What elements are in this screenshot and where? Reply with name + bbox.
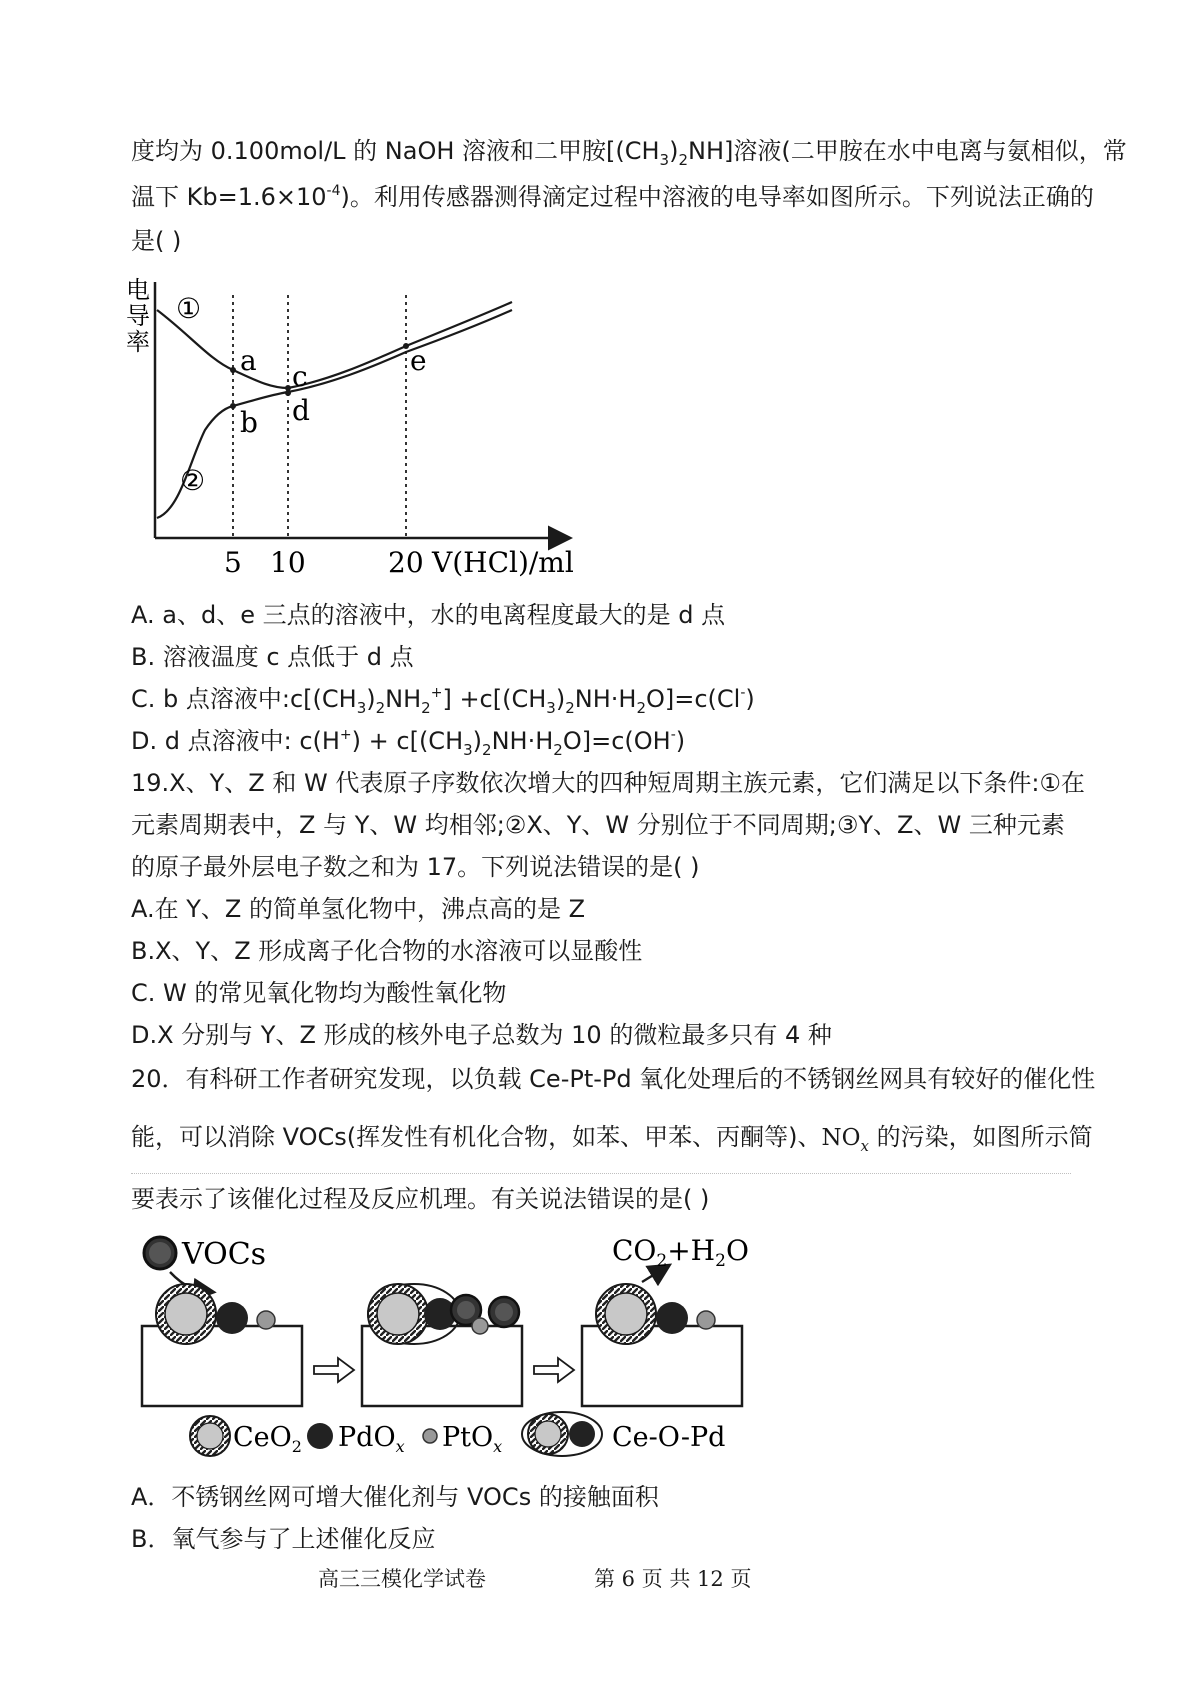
tick-5: 5 xyxy=(224,546,242,579)
q20-stem-line-1: 20．有科研工作者研究发现，以负载 Ce-Pt-Pd 氧化处理后的不锈钢丝网具有较好的催化性 xyxy=(131,1065,1096,1093)
q19-stem-line-1: 19.X、Y、Z 和 W 代表原子序数依次增大的四种短周期主族元素，它们满足以下条件:①在 xyxy=(131,769,1085,797)
q18-option-a: A. a、d、e 三点的溶液中，水的电离程度最大的是 d 点 xyxy=(131,601,726,629)
q18-stem-line-2: 温下 $Kb=1.6\times 10^{-4}$)。利用传感器测得滴定过程中溶液的电导率如图所示。下列说法正确的 xyxy=(131,183,1094,211)
legend-ceo2-label: CeO$_2$ xyxy=(233,1422,302,1456)
curve-2 xyxy=(157,310,512,518)
curve-2-label: ② xyxy=(180,464,206,497)
vocs-label: VOCs xyxy=(182,1237,267,1272)
q18-option-b: B. 溶液温度 c 点低于 d 点 xyxy=(131,643,414,671)
curve-1-label: ① xyxy=(176,292,202,325)
pdox-particle-icon xyxy=(216,1302,248,1334)
q19-option-c: C. W 的常见氧化物均为酸性氧化物 xyxy=(131,979,507,1007)
legend-ce-o-pd-label: Ce-O-Pd xyxy=(612,1422,726,1453)
y-label-2: 导 xyxy=(126,302,150,330)
products-label: $CO_2+H_2O$ xyxy=(612,1234,749,1271)
y-label-1: 电 xyxy=(126,276,150,304)
ptox-particle-icon xyxy=(257,1311,275,1329)
point-a-label: a xyxy=(240,344,257,377)
point-a xyxy=(230,367,236,373)
point-d xyxy=(285,390,291,396)
point-b xyxy=(230,403,236,409)
q18-stem-line-1: 度均为 0.100mol/L 的 NaOH 溶液和二甲胺$[(CH_3)_2NH]$溶液(二甲胺在水中电离与氨相似，常 xyxy=(131,137,1127,169)
legend-pdox-icon xyxy=(307,1423,333,1449)
panel-3-substrate xyxy=(582,1326,742,1406)
q19-option-a: A.在 Y、Z 的简单氢化物中，沸点高的是 Z xyxy=(131,895,586,923)
q19-option-d: D.X 分别与 Y、Z 形成的核外电子总数为 10 的微粒最多只有 4 种 xyxy=(131,1021,832,1049)
catalysis-diagram xyxy=(140,1228,820,1464)
x-axis-label: V(HCl)/ml xyxy=(432,546,574,579)
legend-ptox-label: PtO$_x$ xyxy=(442,1422,503,1456)
q19-stem-line-3: 的原子最外层电子数之和为 17。下列说法错误的是( ) xyxy=(131,853,700,881)
q18-stem-line-3: 是( ) xyxy=(131,227,182,255)
tick-20: 20 xyxy=(388,546,424,579)
q19-option-b: B.X、Y、Z 形成离子化合物的水溶液可以显酸性 xyxy=(131,937,643,965)
legend-pdox-label: PdO$_x$ xyxy=(338,1422,405,1456)
panel-1-substrate xyxy=(142,1326,302,1406)
point-e xyxy=(403,343,409,349)
q18-option-c: C. b 点溶液中$:c[(CH_3)_2NH_2^+] +c[(CH_3)_2NH\cdot H_2O]=c(Cl^-)$ xyxy=(131,685,755,717)
footer-page-number: 第 6 页 共 12 页 xyxy=(594,1567,752,1591)
divider-dotted xyxy=(131,1173,1071,1174)
point-d-label: d xyxy=(292,394,310,427)
point-b-label: b xyxy=(240,406,258,439)
q20-option-b: B．氧气参与了上述催化反应 xyxy=(131,1525,436,1553)
curve-1 xyxy=(157,302,512,388)
q20-option-a: A．不锈钢丝网可增大催化剂与 VOCs 的接触面积 xyxy=(131,1483,659,1511)
tick-10: 10 xyxy=(270,546,306,579)
q19-stem-line-2: 元素周期表中，Z 与 Y、W 均相邻;②X、Y、W 分别位于不同周期;③Y、Z、W 三种元素 xyxy=(131,811,1065,839)
footer-exam-title: 高三三模化学试卷 xyxy=(318,1567,486,1591)
process-arrow-2 xyxy=(534,1358,574,1382)
point-c-label: c xyxy=(292,360,308,393)
process-arrow-1 xyxy=(314,1358,354,1382)
point-e-label: e xyxy=(410,344,427,377)
q20-stem-line-2: 能，可以消除 VOCs(挥发性有机化合物，如苯、甲苯、丙酮等)、$NO_x$ 的污染，如图所示简 xyxy=(131,1123,1093,1155)
y-label-3: 率 xyxy=(126,328,150,356)
conductivity-chart xyxy=(126,276,590,580)
legend-ptox-icon xyxy=(423,1429,437,1443)
q20-stem-line-3: 要表示了该催化过程及反应机理。有关说法错误的是( ) xyxy=(131,1185,710,1213)
q18-option-d: D. d 点溶液中: $c(H^+) + c[(CH_3)_2NH\cdot H_2O]=c(OH^-)$ xyxy=(131,727,686,759)
